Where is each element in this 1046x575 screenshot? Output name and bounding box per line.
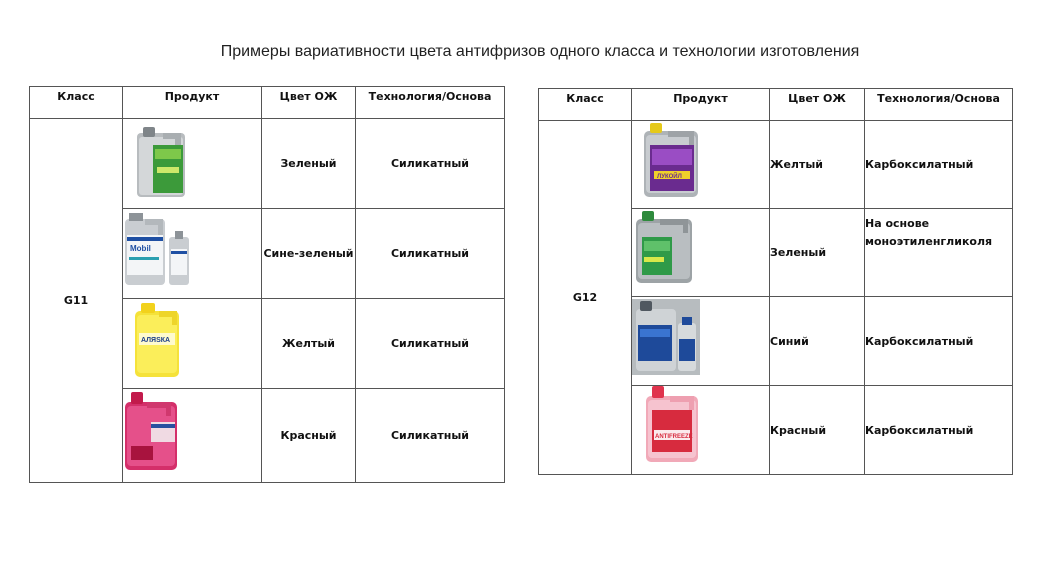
color-cell: Сине-зеленый <box>262 209 356 299</box>
product-image-mobil <box>123 209 262 299</box>
product-image-pink <box>632 386 770 475</box>
header-class: Класс <box>539 89 632 121</box>
product-image-green-g12 <box>632 209 770 297</box>
header-technology: Технология/Основа <box>865 89 1013 121</box>
tech-cell: На основе моноэтиленгликоля <box>865 209 1013 297</box>
class-cell: G11 <box>30 119 123 483</box>
tech-cell: Силикатный <box>356 299 505 389</box>
header-class: Класс <box>30 87 123 119</box>
color-cell: Желтый <box>770 121 865 209</box>
tech-cell: Силикатный <box>356 209 505 299</box>
color-cell: Желтый <box>262 299 356 389</box>
tech-cell: Силикатный <box>356 119 505 209</box>
alaska-label: АЛЯSКА <box>141 337 171 344</box>
lukoil-label: ЛУКОЙЛ <box>657 174 682 180</box>
page-title: Примеры вариативности цвета антифризов одного класса и технологии изготовления <box>220 43 860 60</box>
tech-cell: Карбоксилатный <box>865 386 1013 475</box>
product-image-red <box>123 389 262 483</box>
tech-cell: Карбоксилатный <box>865 121 1013 209</box>
tech-cell: Силикатный <box>356 389 505 483</box>
color-cell: Красный <box>770 386 865 475</box>
header-color: Цвет ОЖ <box>262 87 356 119</box>
product-image-green <box>123 119 262 209</box>
color-cell: Синий <box>770 297 865 386</box>
product-image-blue <box>632 297 770 386</box>
table-row <box>30 119 505 209</box>
mobil-label: Mobil <box>130 244 151 253</box>
color-cell: Зеленый <box>262 119 356 209</box>
tech-cell: Карбоксилатный <box>865 297 1013 386</box>
class-cell: G12 <box>539 121 632 475</box>
header-color: Цвет ОЖ <box>770 89 865 121</box>
header-product: Продукт <box>123 87 262 119</box>
table-g12 <box>538 88 1013 475</box>
product-image-lukoil <box>632 121 770 209</box>
table-g11 <box>29 86 505 483</box>
antifreeze-label: ANTIFREEZE <box>655 434 693 440</box>
header-technology: Технология/Основа <box>356 87 505 119</box>
table-row <box>539 121 1013 209</box>
color-cell: Зеленый <box>770 209 865 297</box>
product-image-alaska <box>123 299 262 389</box>
header-product: Продукт <box>632 89 770 121</box>
color-cell: Красный <box>262 389 356 483</box>
